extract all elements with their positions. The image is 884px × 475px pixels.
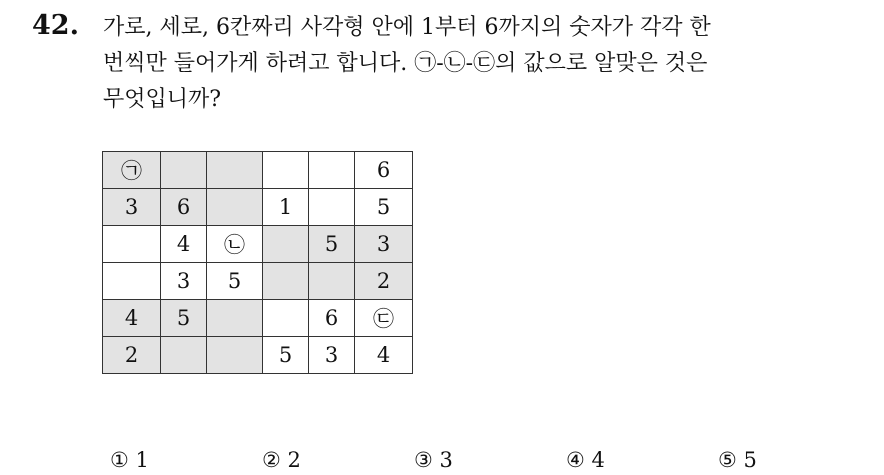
grid-cell: 3 (161, 263, 207, 300)
grid-cell: 6 (161, 189, 207, 226)
grid-cell: 2 (103, 337, 161, 374)
grid-body (103, 152, 413, 374)
grid-cell: ㉢ (355, 300, 413, 337)
grid-cell: 5 (161, 300, 207, 337)
grid-cell: ㉡ (207, 226, 263, 263)
grid-cell (207, 337, 263, 374)
grid-cell: 3 (309, 337, 355, 374)
choice-3[interactable]: ③ 3 (414, 448, 453, 472)
grid-row (103, 263, 413, 300)
grid-cell: 5 (263, 337, 309, 374)
question-line: 가로, 세로, 6칸짜리 사각형 안에 1부터 6까지의 숫자가 각각 한 (103, 15, 711, 40)
choice-5[interactable]: ⑤ 5 (718, 448, 757, 472)
grid-cell (161, 152, 207, 189)
question-number: 42. (32, 10, 79, 41)
question-line: 무엇입니까? (103, 87, 222, 112)
grid-cell: 6 (309, 300, 355, 337)
grid-cell (263, 226, 309, 263)
grid-cell: 5 (207, 263, 263, 300)
grid-cell: 1 (263, 189, 309, 226)
grid-cell (309, 189, 355, 226)
grid-cell: 3 (103, 189, 161, 226)
grid-cell: ㉠ (103, 152, 161, 189)
grid-row (103, 152, 413, 189)
question-line: 번씩만 들어가게 하려고 합니다. ㉠-㉡-㉢의 값으로 알맞은 것은 (103, 51, 708, 76)
grid-row (103, 337, 413, 374)
grid-cell: 5 (309, 226, 355, 263)
grid-cell (263, 300, 309, 337)
grid-cell (103, 263, 161, 300)
grid-row (103, 189, 413, 226)
grid-cell (207, 189, 263, 226)
grid-cell: 6 (355, 152, 413, 189)
grid-cell (207, 300, 263, 337)
grid-cell (263, 152, 309, 189)
grid-cell (161, 337, 207, 374)
grid-cell (103, 226, 161, 263)
grid-cell: 5 (355, 189, 413, 226)
grid-cell: 4 (161, 226, 207, 263)
grid-row (103, 226, 413, 263)
grid-cell (309, 263, 355, 300)
grid-cell (207, 152, 263, 189)
sudoku-grid (102, 151, 413, 374)
choice-4[interactable]: ④ 4 (566, 448, 605, 472)
grid-row (103, 300, 413, 337)
grid-cell (263, 263, 309, 300)
choice-1[interactable]: ① 1 (110, 448, 149, 472)
choice-2[interactable]: ② 2 (262, 448, 301, 472)
grid-cell (309, 152, 355, 189)
grid-cell: 2 (355, 263, 413, 300)
question-text (103, 10, 873, 118)
grid-cell: 4 (355, 337, 413, 374)
grid-cell: 4 (103, 300, 161, 337)
grid-cell: 3 (355, 226, 413, 263)
